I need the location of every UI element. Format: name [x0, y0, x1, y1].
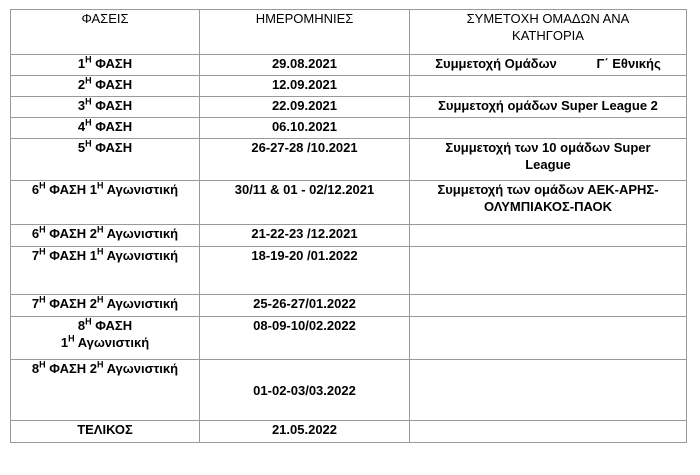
date-cell: 21-22-23 /12.2021	[200, 225, 410, 247]
participation-cell: Συμμετοχή Ομάδων Γ΄ Εθνικής	[410, 55, 687, 76]
table-row	[11, 76, 687, 97]
phase-cell: $8^H$ ΦΑΣΗ $1^H$ Αγωνιστική	[11, 317, 200, 360]
header-row	[11, 10, 687, 55]
participation-cell	[410, 247, 687, 295]
date-cell: 22.09.2021	[200, 97, 410, 118]
participation-cell	[410, 295, 687, 317]
participation-line1: Συμμετοχή των ομάδων ΑΕΚ-ΑΡΗΣ-	[437, 182, 659, 197]
table-row	[11, 139, 687, 181]
date-cell: 18-19-20 /01.2022	[200, 247, 410, 295]
table-row	[11, 181, 687, 225]
participation-cell	[410, 317, 687, 360]
date-cell: 26-27-28 /10.2021	[200, 139, 410, 181]
table-row	[11, 421, 687, 443]
participation-cell	[410, 76, 687, 97]
date-cell: 25-26-27/01.2022	[200, 295, 410, 317]
table-row	[11, 317, 687, 360]
phase-cell: ΤΕΛΙΚΟΣ	[11, 421, 200, 443]
table-row	[11, 247, 687, 295]
header-participation-line1: ΣΥΜΕΤΟΧΗ ΟΜΑΔΩΝ ΑΝΑ	[466, 11, 630, 26]
participation-cell	[410, 118, 687, 139]
participation-cell	[410, 181, 687, 225]
date-cell: 30/11 & 01 - 02/12.2021	[200, 181, 410, 225]
participation-cell	[410, 139, 687, 181]
phase-cell: $5^H$ ΦΑΣΗ	[11, 139, 200, 181]
table-row	[11, 97, 687, 118]
table-row	[11, 55, 687, 76]
phase-cell: $4^H$ ΦΑΣΗ	[11, 118, 200, 139]
header-dates: ΗΜΕΡΟΜΗΝΙΕΣ	[200, 10, 410, 55]
phase-cell: $8^H$ ΦΑΣΗ $2^H$ Αγωνιστική	[11, 360, 200, 421]
date-cell: 21.05.2022	[200, 421, 410, 443]
phase-cell: $3^H$ ΦΑΣΗ	[11, 97, 200, 118]
phase-cell: $1^H$ ΦΑΣΗ	[11, 55, 200, 76]
participation-cell	[410, 225, 687, 247]
date-cell: 12.09.2021	[200, 76, 410, 97]
table-row	[11, 225, 687, 247]
table-row	[11, 360, 687, 421]
table-row	[11, 295, 687, 317]
phase-cell: $6^H$ ΦΑΣΗ $2^H$ Αγωνιστική	[11, 225, 200, 247]
table-row	[11, 118, 687, 139]
participation-cell	[410, 360, 687, 421]
phase-cell: $2^H$ ΦΑΣΗ	[11, 76, 200, 97]
header-participation	[410, 10, 687, 55]
phase-cell: $7^H$ ΦΑΣΗ $1^H$ Αγωνιστική	[11, 247, 200, 295]
schedule-table	[10, 9, 687, 443]
date-cell: 08-09-10/02.2022	[200, 317, 410, 360]
date-cell: 01-02-03/03.2022	[200, 360, 410, 421]
phase-cell: $7^H$ ΦΑΣΗ $2^H$ Αγωνιστική	[11, 295, 200, 317]
phase-cell: $6^H$ ΦΑΣΗ $1^H$ Αγωνιστική	[11, 181, 200, 225]
date-cell: 06.10.2021	[200, 118, 410, 139]
header-phases: ΦΑΣΕΙΣ	[11, 10, 200, 55]
header-participation-line2: ΚΑΤΗΓΟΡΙΑ	[512, 28, 584, 43]
participation-line2: League	[525, 157, 571, 172]
participation-cell: Συμμετοχή ομάδων Super League 2	[410, 97, 687, 118]
schedule-wrapper	[10, 9, 687, 443]
participation-line1: Συμμετοχή των 10 ομάδων Super	[445, 140, 651, 155]
participation-cell	[410, 421, 687, 443]
participation-line2: ΟΛΥΜΠΙΑΚΟΣ-ΠΑΟΚ	[483, 199, 613, 214]
date-cell: 29.08.2021	[200, 55, 410, 76]
